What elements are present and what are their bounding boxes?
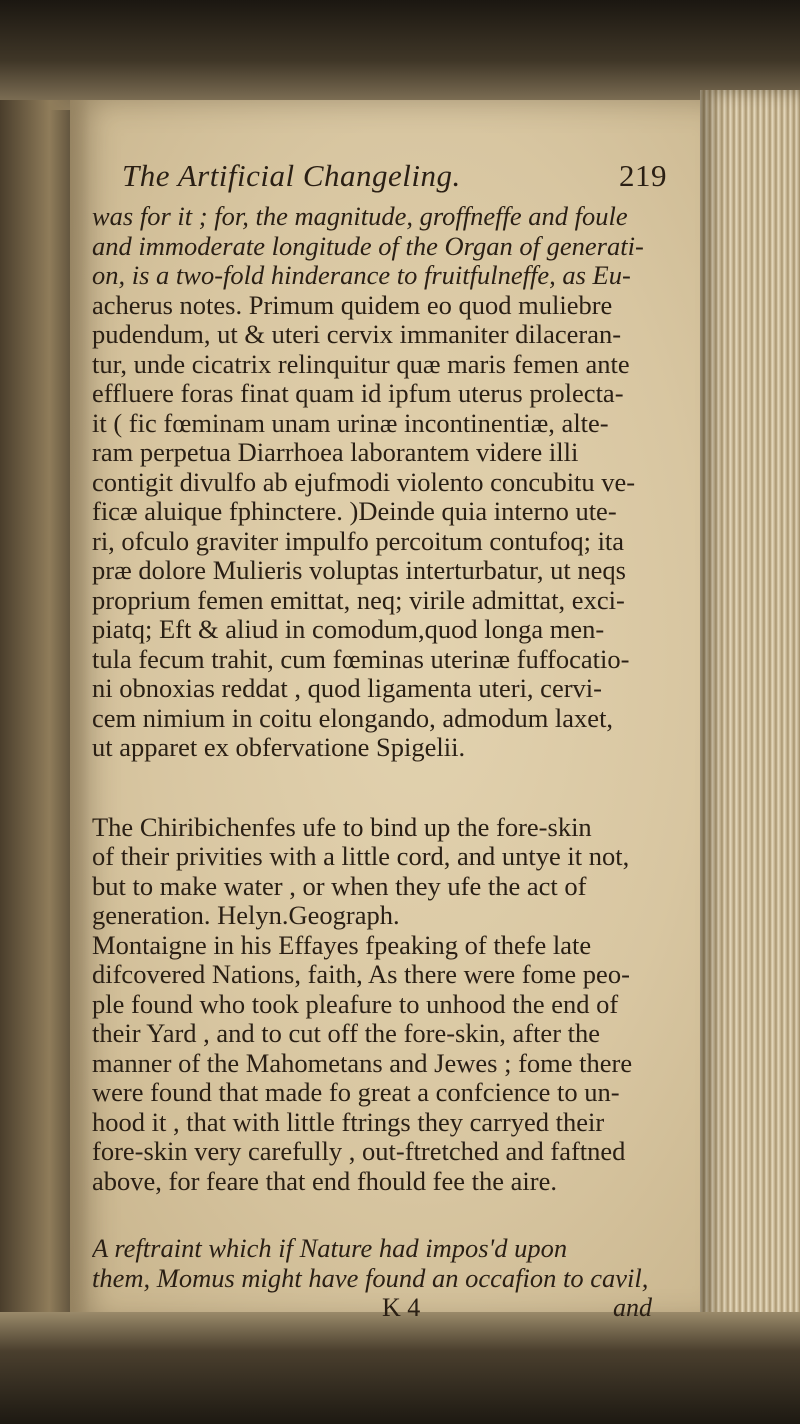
- text-line: them, Momus might have found an occafion to cavil,: [92, 1263, 649, 1293]
- paragraph-4: [92, 1234, 692, 1293]
- text-line: of their privities with a little cord, and untye it not,: [92, 842, 630, 871]
- running-head: [92, 158, 692, 202]
- text-line: Montaigne in his Effayes fpeaking of thefe late: [92, 930, 592, 960]
- text-line: on, is a two-fold hinderance to fruitfulneffe, as Eu-: [92, 261, 631, 290]
- text-line: tur, unde cicatrix relinquitur quæ maris femen ante: [92, 349, 630, 379]
- text-line: præ dolore Mulieris voluptas interturbatur, ut neqs: [92, 556, 626, 585]
- text-line: it ( fic fœminam unam urinæ incontinentiæ, alte-: [92, 408, 609, 438]
- scan-top-edge: [0, 0, 800, 110]
- text-line: and immoderate longitude of the Organ of generati-: [92, 231, 644, 261]
- text-line: pudendum, ut & uteri cervix immaniter dilaceran-: [92, 320, 622, 349]
- text-line: proprium femen emittat, neq; virile admittat, exci-: [92, 585, 625, 615]
- catchword: and: [613, 1293, 652, 1322]
- text-line: ri, ofculo graviter impulfo percoitum contufoq; ita: [92, 526, 625, 556]
- paragraph-1: [92, 202, 692, 763]
- text-line: piatq; Eft & aliud in comodum,quod longa men-: [92, 615, 605, 644]
- text-line: acherus notes. Primum quidem eo quod muliebre: [92, 290, 613, 320]
- running-title: The Artificial Changeling.: [122, 158, 461, 193]
- text-line: fore-skin very carefully , out-ftretched and faftned: [92, 1137, 626, 1166]
- text-line: ficæ aluique fphinctere. )Deinde quia interno ute-: [92, 497, 617, 526]
- text-line: was for it ; for, the magnitude, groffneffe and foule: [92, 202, 628, 231]
- text-line: effluere foras finat quam id ipfum uterus prolecta-: [92, 379, 624, 408]
- signature-mark: K 4: [382, 1293, 421, 1322]
- paragraph-gap: [92, 1196, 692, 1234]
- text-line: tula fecum trahit, cum fœminas uterinæ fuffocatio-: [92, 644, 630, 674]
- scan-bottom-edge: [0, 1312, 800, 1424]
- text-line: ram perpetua Diarrhoea laborantem videre illi: [92, 438, 579, 467]
- text-line: manner of the Mahometans and Jewes ; fome there: [92, 1048, 633, 1078]
- text-line: A reftraint which if Nature had impos'd upon: [92, 1234, 568, 1263]
- text-line: contigit divulfo ab ejufmodi violento concubitu ve-: [92, 467, 636, 497]
- paragraph-2: [92, 813, 692, 931]
- page-number: 219: [619, 158, 667, 193]
- page-text: [92, 158, 692, 1323]
- text-line: ut apparet ex obfervatione Spigelii.: [92, 733, 466, 762]
- page-footer: [92, 1293, 692, 1323]
- text-line: above, for feare that end fhould fee the aire.: [92, 1166, 557, 1196]
- page-edges: [700, 90, 800, 1330]
- text-line: but to make water , or when they ufe the act of: [92, 871, 587, 901]
- text-line: ple found who took pleafure to unhood the end of: [92, 989, 619, 1019]
- paragraph-3: [92, 931, 692, 1197]
- page-gutter: [0, 100, 90, 1322]
- text-line: cem nimium in coitu elongando, admodum laxet,: [92, 703, 614, 733]
- text-line: The Chiribichenfes ufe to bind up the fore-skin: [92, 812, 592, 842]
- text-line: hood it , that with little ftrings they carryed their: [92, 1107, 605, 1137]
- text-line: their Yard , and to cut off the fore-skin, after the: [92, 1019, 601, 1048]
- text-line: ni obnoxias reddat , quod ligamenta uteri, cervi-: [92, 674, 602, 703]
- paragraph-gap: [92, 763, 692, 813]
- text-line: difcovered Nations, faith, As there were fome peo-: [92, 960, 630, 989]
- text-line: were found that made fo great a confcience to un-: [92, 1078, 620, 1107]
- text-line: generation. Helyn.Geograph.: [92, 901, 400, 930]
